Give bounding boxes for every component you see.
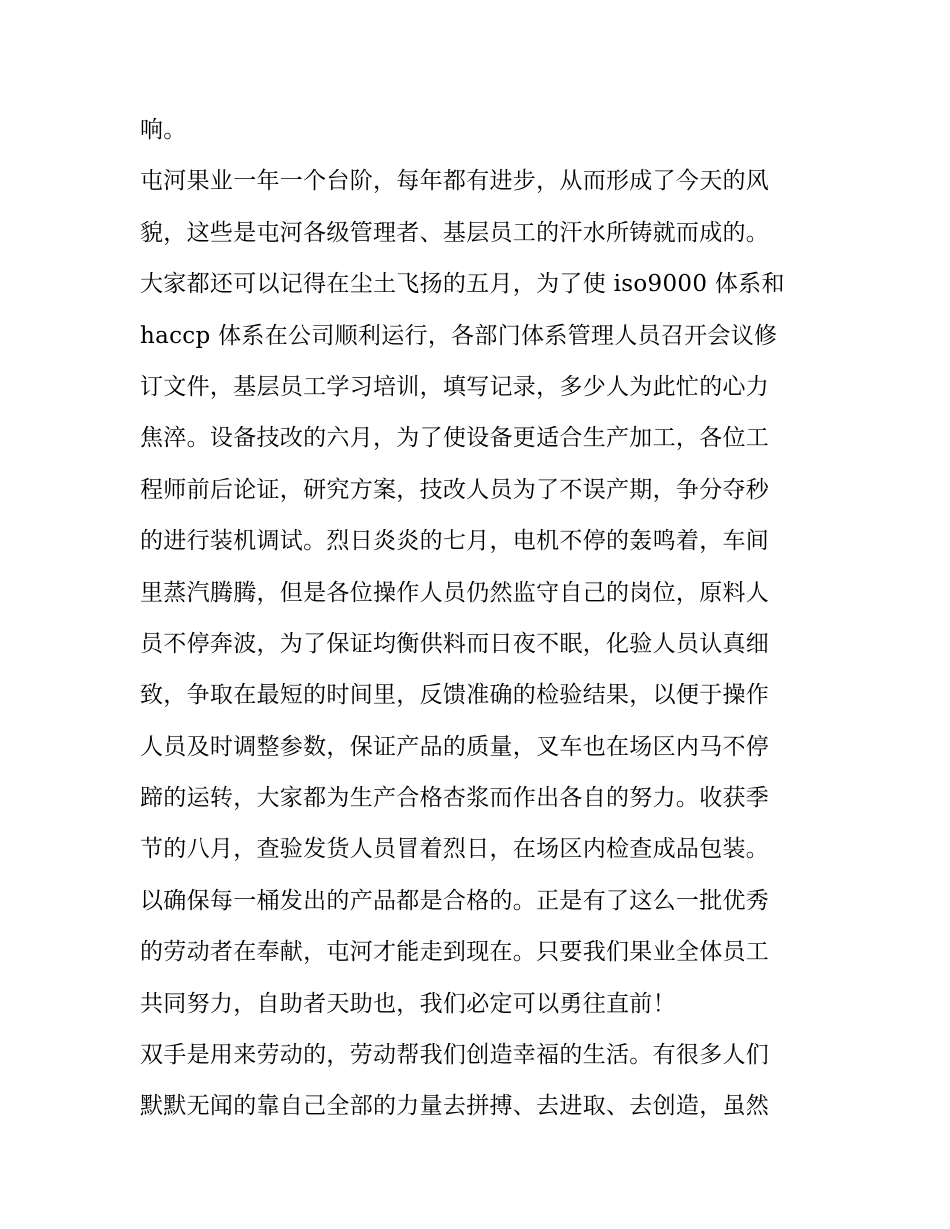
text-line: 屯河果业一年一个台阶，每年都有进步，从而形成了今天的风 (140, 168, 770, 195)
text-line: 以确保每一桶发出的产品都是合格的。正是有了这么一批优秀 (140, 887, 770, 914)
text-line: 人员及时调整参数，保证产品的质量，叉车也在场区内马不停 (140, 733, 770, 760)
text-line: 致，争取在最短的时间里，反馈准确的检验结果，以便于操作 (140, 682, 770, 709)
text-line: 焦淬。设备技改的六月，为了使设备更适合生产加工，各位工 (140, 425, 770, 452)
text-line: 里蒸汽腾腾，但是各位操作人员仍然监守自己的岗位，原料人 (140, 579, 770, 606)
text-line: 蹄的运转，大家都为生产合格杏浆而作出各自的努力。收获季 (140, 785, 770, 812)
text-line: 订文件，基层员工学习培训，填写记录，多少人为此忙的心力 (140, 373, 770, 400)
text-line: 貌，这些是屯河各级管理者、基层员工的汗水所铸就而成的。 (140, 219, 770, 246)
text-line: 节的八月，查验发货人员冒着烈日，在场区内检查成品包装。 (140, 836, 770, 863)
text-line: 的进行装机调试。烈日炎炎的七月，电机不停的轰鸣着，车间 (140, 528, 770, 555)
text-line: haccp 体系在公司顺利运行，各部门体系管理人员召开会议修 (140, 322, 778, 349)
text-line: 员不停奔波，为了保证均衡供料而日夜不眠，化验人员认真细 (140, 630, 770, 657)
text-line: 的劳动者在奉献，屯河才能走到现在。只要我们果业全体员工 (140, 939, 770, 966)
text-line: 共同努力，自助者天助也，我们必定可以勇往直前！ (140, 990, 676, 1017)
document-body (140, 108, 820, 1136)
text-line: 大家都还可以记得在尘土飞扬的五月，为了使 iso9000 体系和 (140, 271, 785, 298)
text-line: 程师前后论证，研究方案，技改人员为了不误产期，争分夺秒 (140, 476, 770, 503)
text-line: 双手是用来劳动的，劳动帮我们创造幸福的生活。有很多人们 (140, 1042, 770, 1069)
text-line: 响。 (140, 117, 187, 143)
text-line: 默默无闻的靠自己全部的力量去拼搏、去进取、去创造，虽然 (140, 1093, 770, 1120)
